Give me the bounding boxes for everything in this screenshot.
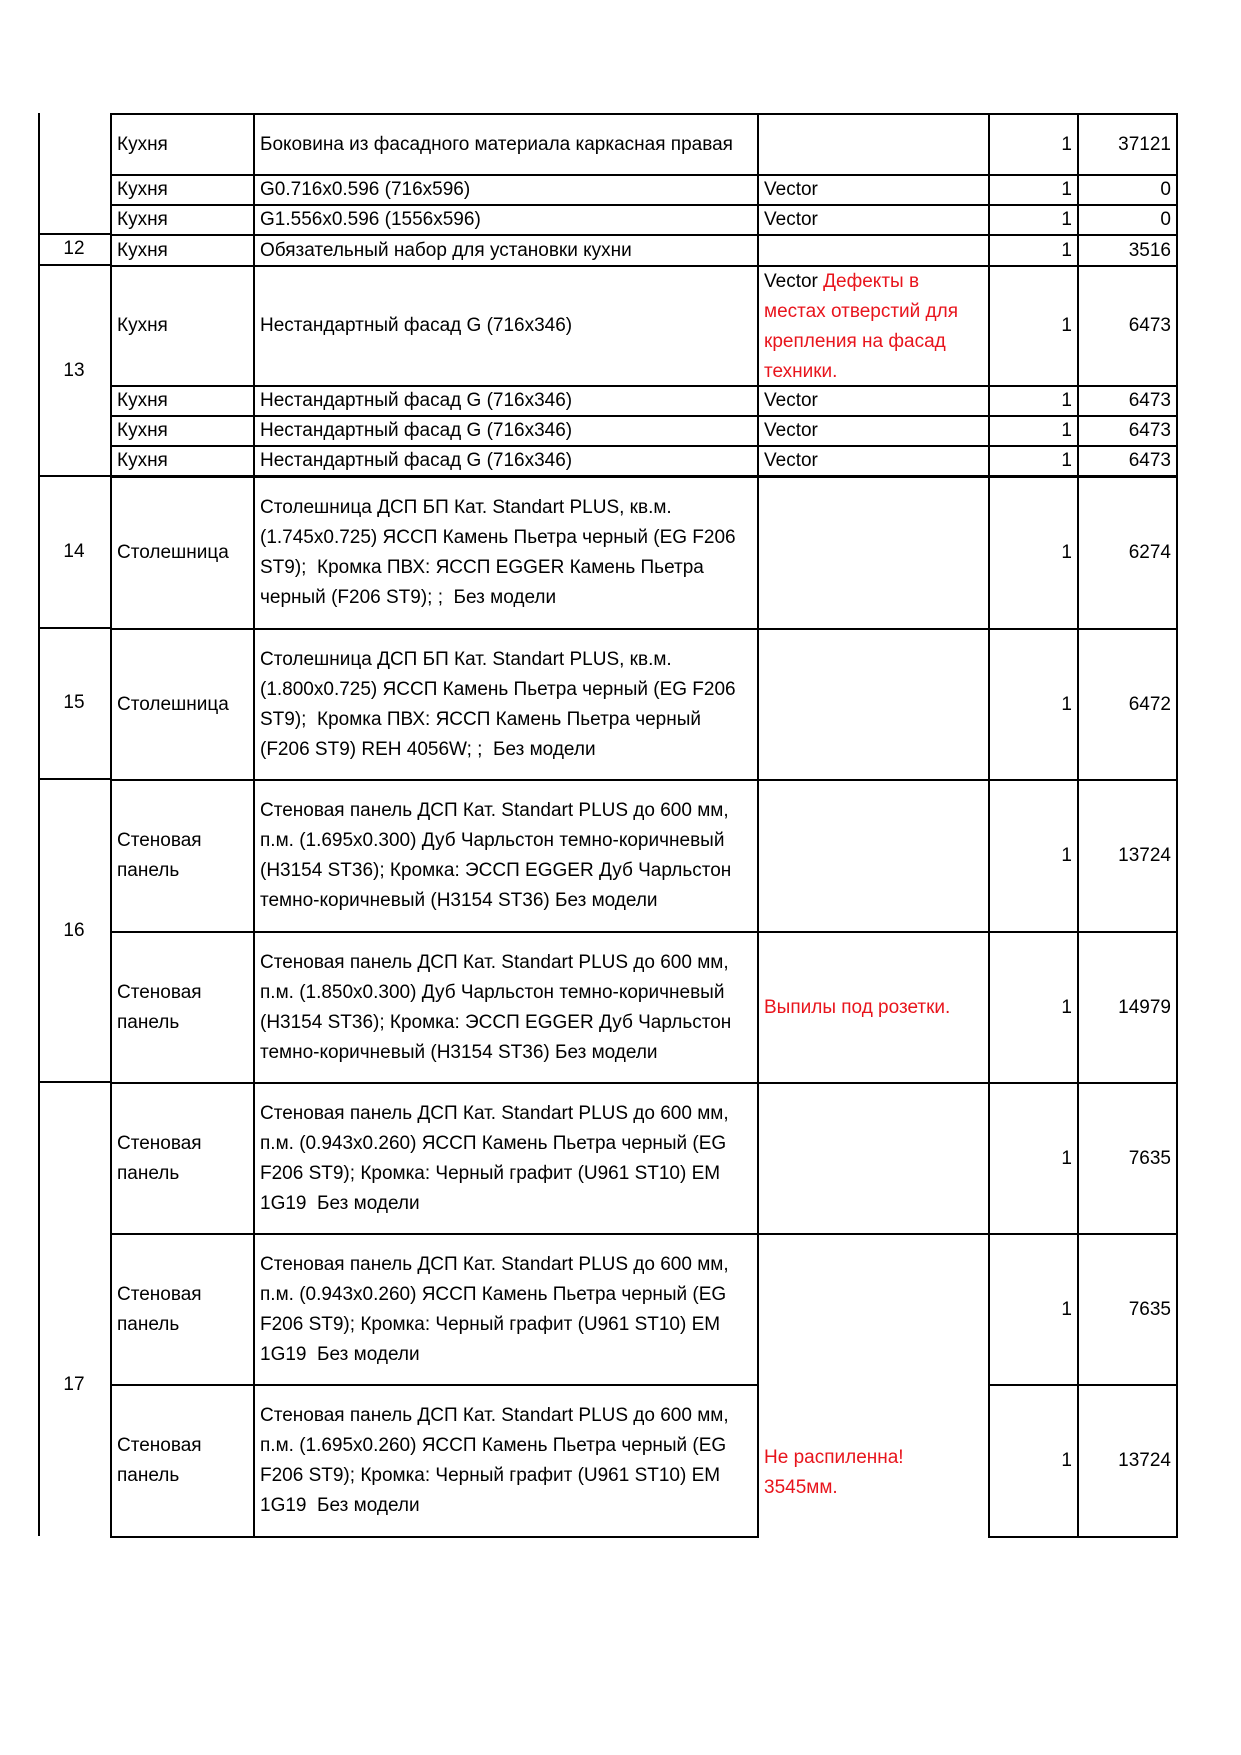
section-cell: Кухня <box>110 204 255 236</box>
group-divider <box>38 1081 112 1083</box>
name-cell: G1.556x0.596 (1556x596) <box>253 204 759 236</box>
name-cell: Стеновая панель ДСП Кат. Standart PLUS до 600 мм, п.м. (1.695x0.300) Дуб Чарльстон темно-коричневый (H3154 ST36); Кромка: ЭССП EGGER Дуб Чарльстон темно-коричневый (H3154 ST36) Без модели <box>253 779 759 933</box>
qty-cell: 1 <box>988 385 1079 417</box>
section-cell: Кухня <box>110 113 255 176</box>
qty-cell: 1 <box>988 415 1079 447</box>
name-cell: Боковина из фасадного материала каркасная правая <box>253 113 759 176</box>
section-cell: Столешница <box>110 628 255 781</box>
price-cell: 6473 <box>1077 385 1178 417</box>
price-cell: 6473 <box>1077 445 1178 477</box>
section-cell: Столешница <box>110 476 255 630</box>
price-cell: 37121 <box>1077 113 1178 176</box>
note-cell: Vector <box>757 385 990 417</box>
name-cell: Стеновая панель ДСП Кат. Standart PLUS до 600 мм, п.м. (1.850x0.300) Дуб Чарльстон темно-коричневый (H3154 ST36); Кромка: ЭССП EGGER Дуб Чарльстон темно-коричневый (H3154 ST36) Без модели <box>253 931 759 1084</box>
price-cell: 3516 <box>1077 234 1178 267</box>
defect-remark: Выпилы под розетки. <box>764 996 951 1018</box>
name-cell: Стеновая панель ДСП Кат. Standart PLUS до 600 мм, п.м. (1.695x0.260) ЯССП Камень Пьетра черный (EG F206 ST9); Кромка: Черный графит (U961 ST10) EM 1G19 Без модели <box>253 1384 759 1538</box>
qty-cell: 1 <box>988 204 1079 236</box>
section-cell: Стеновая панель <box>110 1384 255 1538</box>
group-divider <box>38 627 112 629</box>
group-number: 13 <box>63 360 85 381</box>
name-cell: Нестандартный фасад G (716x346) <box>253 265 759 387</box>
section-cell: Кухня <box>110 174 255 206</box>
merged-note-cell <box>757 1233 990 1536</box>
price-cell: 6472 <box>1077 628 1178 781</box>
group-number: 12 <box>63 238 85 259</box>
section-cell: Стеновая панель <box>110 1233 255 1386</box>
section-cell: Стеновая панель <box>110 779 255 933</box>
note-cell <box>757 628 990 781</box>
price-cell: 7635 <box>1077 1082 1178 1235</box>
note-cell: Vector <box>757 445 990 477</box>
group-number-column <box>38 113 112 1536</box>
defect-remark: Не распиленна! 3545мм. <box>764 1447 909 1498</box>
note-cell <box>757 265 990 387</box>
section-cell: Кухня <box>110 415 255 447</box>
qty-cell: 1 <box>988 779 1079 933</box>
qty-cell: 1 <box>988 234 1079 267</box>
name-cell: Нестандартный фасад G (716x346) <box>253 385 759 417</box>
note-prefix: Vector <box>764 271 824 292</box>
group-number: 16 <box>63 920 85 941</box>
group-divider <box>38 264 112 266</box>
qty-cell: 1 <box>988 1233 1079 1386</box>
note-cell <box>757 931 990 1084</box>
price-cell: 0 <box>1077 204 1178 236</box>
group-number: 17 <box>63 1374 85 1395</box>
note-cell <box>757 1082 990 1235</box>
qty-cell: 1 <box>988 931 1079 1084</box>
qty-cell: 1 <box>988 628 1079 781</box>
price-cell: 13724 <box>1077 779 1178 933</box>
group-divider <box>38 778 112 780</box>
price-cell: 6473 <box>1077 265 1178 387</box>
section-cell: Кухня <box>110 445 255 477</box>
qty-cell: 1 <box>988 1384 1079 1538</box>
section-cell: Стеновая панель <box>110 1082 255 1235</box>
note-cell: Vector <box>757 204 990 236</box>
price-cell: 6274 <box>1077 476 1178 630</box>
name-cell: Столешница ДСП БП Кат. Standart PLUS, кв.м. (1.745x0.725) ЯССП Камень Пьетра черный (EG F206 ST9); Кромка ПВХ: ЯССП EGGER Камень Пьетра черный (F206 ST9); ; Без модели <box>253 476 759 630</box>
price-cell: 6473 <box>1077 415 1178 447</box>
name-cell: Столешница ДСП БП Кат. Standart PLUS, кв.м. (1.800x0.725) ЯССП Камень Пьетра черный (EG F206 ST9); Кромка ПВХ: ЯССП Камень Пьетра черный (F206 ST9) REH 4056W; ; Без модели <box>253 628 759 781</box>
group-number: 15 <box>63 692 85 713</box>
section-cell: Кухня <box>110 234 255 267</box>
name-cell: Нестандартный фасад G (716x346) <box>253 415 759 447</box>
name-cell: Нестандартный фасад G (716x346) <box>253 445 759 477</box>
note-cell <box>757 234 990 267</box>
name-cell: Стеновая панель ДСП Кат. Standart PLUS до 600 мм, п.м. (0.943x0.260) ЯССП Камень Пьетра черный (EG F206 ST9); Кромка: Черный графит (U961 ST10) EM 1G19 Без модели <box>253 1233 759 1386</box>
price-cell: 14979 <box>1077 931 1178 1084</box>
qty-cell: 1 <box>988 476 1079 630</box>
name-cell: Обязательный набор для установки кухни <box>253 234 759 267</box>
qty-cell: 1 <box>988 1082 1079 1235</box>
price-cell: 7635 <box>1077 1233 1178 1386</box>
name-cell: Стеновая панель ДСП Кат. Standart PLUS до 600 мм, п.м. (0.943x0.260) ЯССП Камень Пьетра черный (EG F206 ST9); Кромка: Черный графит (U961 ST10) EM 1G19 Без модели <box>253 1082 759 1235</box>
qty-cell: 1 <box>988 174 1079 206</box>
qty-cell: 1 <box>988 445 1079 477</box>
price-cell: 13724 <box>1077 1384 1178 1538</box>
note-cell <box>757 779 990 933</box>
note-cell: Vector <box>757 415 990 447</box>
defect-remark: Дефекты в местах отверстий для крепления на фасад техники. <box>764 271 964 382</box>
note-cell <box>757 476 990 630</box>
note-cell <box>757 113 990 176</box>
qty-cell: 1 <box>988 265 1079 387</box>
price-cell: 0 <box>1077 174 1178 206</box>
group-number: 14 <box>63 541 85 562</box>
section-cell: Стеновая панель <box>110 931 255 1084</box>
qty-cell: 1 <box>988 113 1079 176</box>
section-cell: Кухня <box>110 265 255 387</box>
section-cell: Кухня <box>110 385 255 417</box>
group-divider <box>38 475 112 477</box>
name-cell: G0.716x0.596 (716x596) <box>253 174 759 206</box>
note-cell: Vector <box>757 174 990 206</box>
